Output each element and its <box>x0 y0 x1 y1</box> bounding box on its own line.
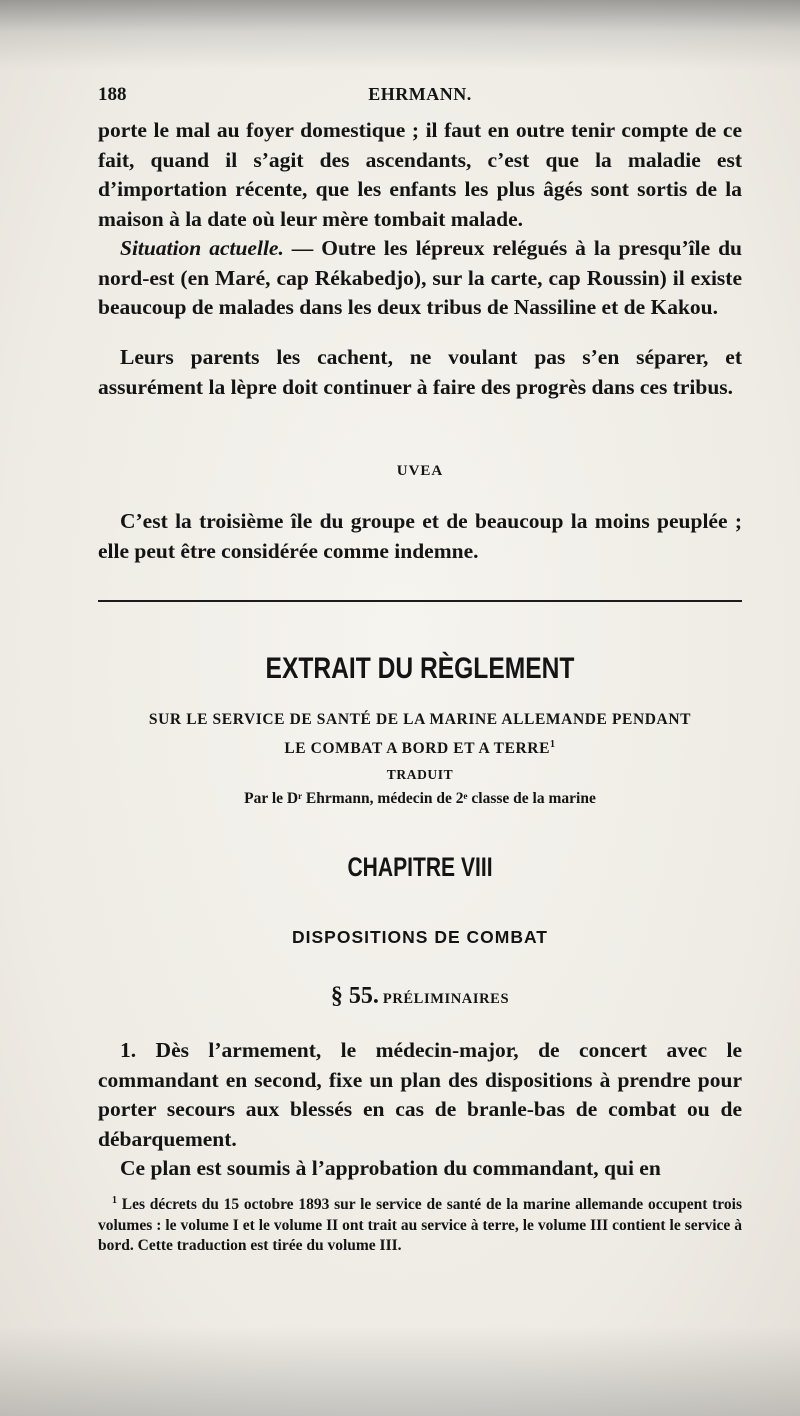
paragraph-3 <box>98 343 742 402</box>
section-label: PRÉLIMINAIRES <box>382 991 510 1007</box>
extract-subtitle-line-2 <box>98 739 742 758</box>
paragraph-5 <box>98 1036 742 1154</box>
translated-label: TRADUIT <box>386 767 454 782</box>
footnote <box>98 1191 742 1257</box>
paragraph-1: porte le mal au foyer domestique ; il faut en outre tenir compte de ce fait, quand il s’agit des ascendants, c’est que la maladie est d’importation récente, que les enfants les plus âgés sont sortis de la maison à la date où leur mère tombait malade. <box>98 118 742 231</box>
situation-text: — Outre les lépreux relégués à la presqu’île du nord-est (en Maré, cap Rékabedjo), sur la carte, cap Roussin) il existe beaucoup de malades dans les deux tribus de Nassiline et de Kakou. <box>98 236 742 319</box>
separator-rule <box>98 600 742 602</box>
extract-subtitle-line-2-text: LE COMBAT A BORD ET A TERRE <box>284 740 551 758</box>
running-head: EHRMANN. <box>368 84 472 104</box>
footnote-text: Les décrets du 15 octobre 1893 sur le service de santé de la marine allemande occupent trois volumes : le volume I et le volume II ont trait au service à terre, le volume III contient le service à bord. Cette traduction est tirée du volume III. <box>98 1196 742 1255</box>
paragraph-4 <box>98 507 742 566</box>
translator-credit: Par le Dʳ Ehrmann, médecin de 2ᵉ classe de la marine <box>244 790 596 807</box>
footnote-mark: 1 <box>112 1195 117 1206</box>
section-number: § 55. <box>330 983 379 1009</box>
section-title <box>98 983 742 1010</box>
scan-shadow-bottom <box>0 1326 800 1416</box>
scan-shadow-top <box>0 0 800 70</box>
paragraph-situation <box>98 234 742 323</box>
situation-heading: Situation actuelle. <box>120 236 284 260</box>
page-number: 188 <box>98 84 127 105</box>
extract-title: EXTRAIT DU RÈGLEMENT <box>265 652 575 685</box>
page-header <box>98 84 742 108</box>
paragraph-5-text: 1. Dès l’armement, le médecin-major, de concert avec le commandant en second, fixe un plan des dispositions à prendre pour porter secours aux blessés en cas de branle-bas de combat ou de débarquement. <box>98 1038 742 1151</box>
paragraph-4-text: C’est la troisième île du groupe et de beaucoup la moins peuplée ; elle peut être considérée comme indemne. <box>98 509 742 563</box>
section-heading-uvea: UVEA <box>396 463 444 479</box>
extract-subtitle-line-1: SUR LE SERVICE DE SANTÉ DE LA MARINE ALLEMANDE PENDANT <box>148 711 692 728</box>
paragraph-6 <box>98 1154 742 1184</box>
chapter-title: CHAPITRE VIII <box>347 852 493 882</box>
paragraph-3-text: Leurs parents les cachent, ne voulant pas s’en séparer, et assurément la lèpre doit continuer à faire des progrès dans ces tribus. <box>98 345 742 399</box>
paragraph-6-text: Ce plan est soumis à l’approbation du commandant, qui en <box>120 1156 661 1180</box>
footnote-reference: 1 <box>550 739 556 750</box>
chapter-heading: DISPOSITIONS DE COMBAT <box>292 927 548 947</box>
